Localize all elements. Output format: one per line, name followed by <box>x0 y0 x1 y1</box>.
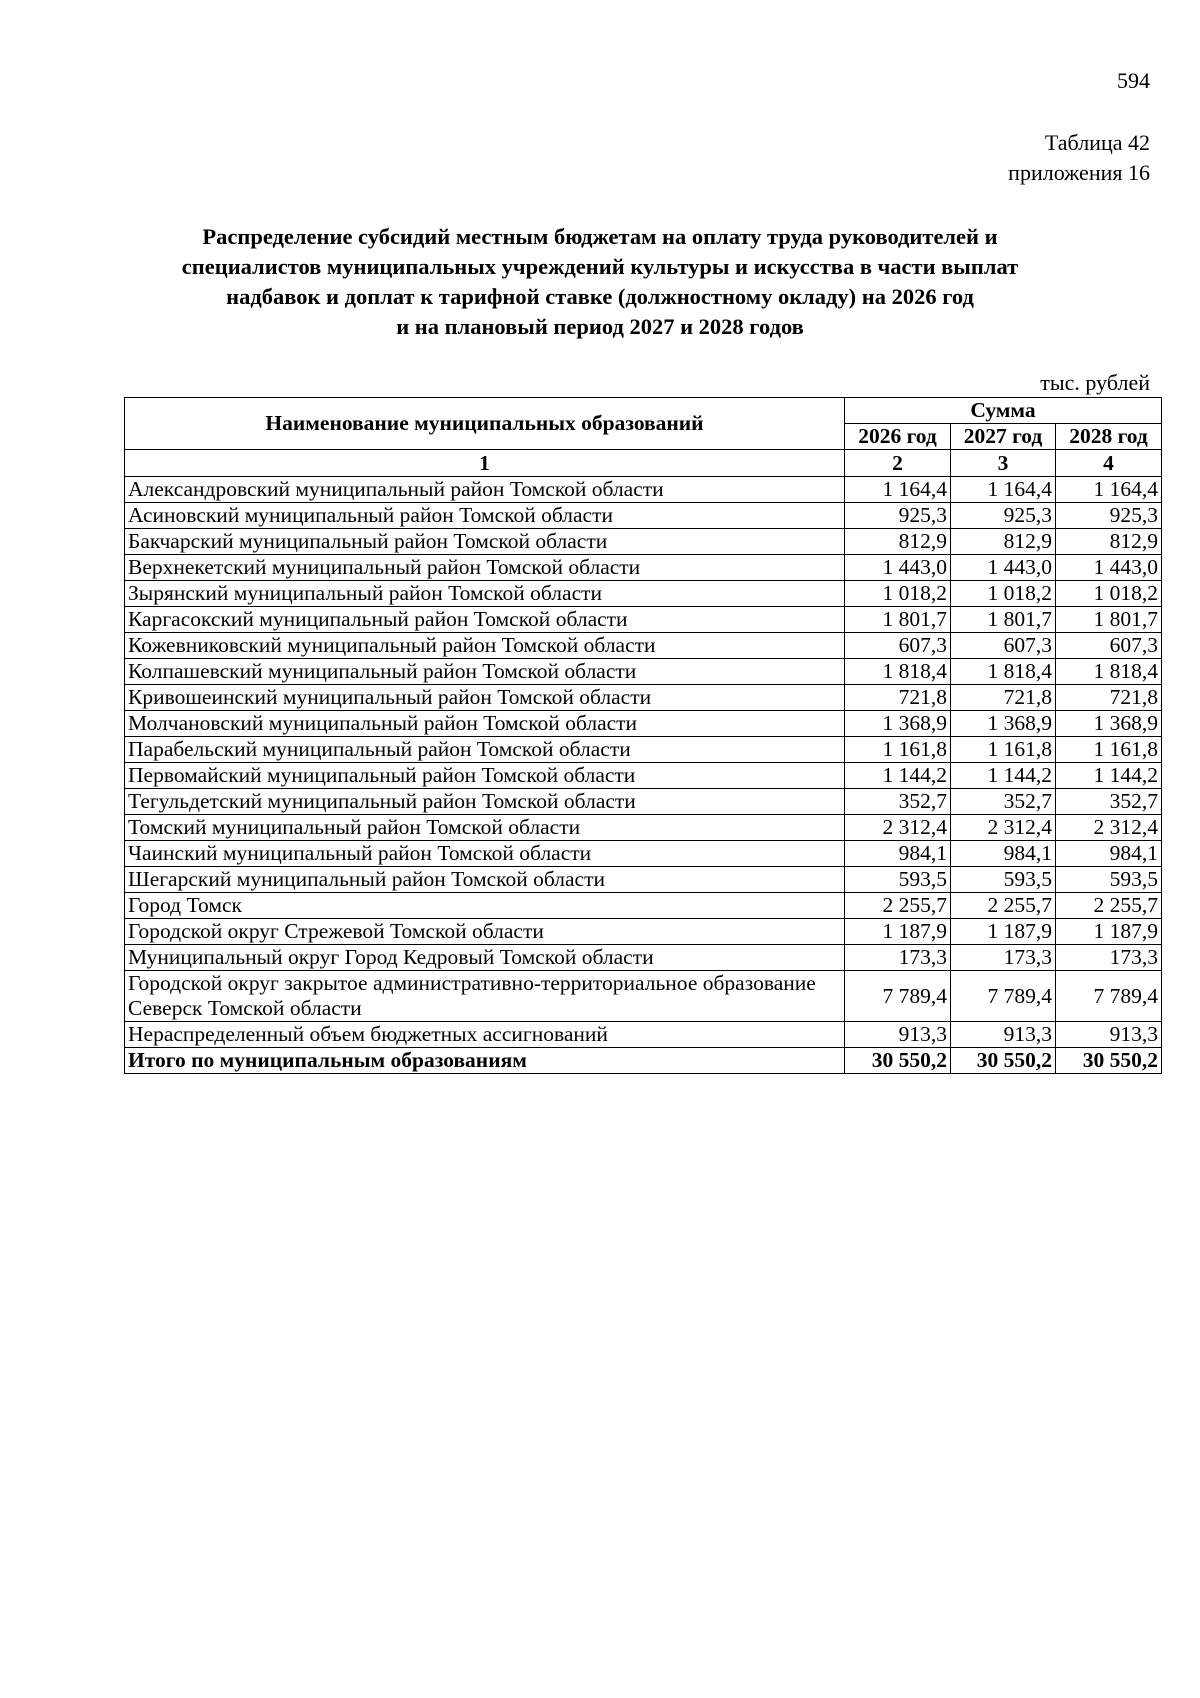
municipality-name: Молчановский муниципальный район Томской области <box>125 711 845 737</box>
municipality-name: Первомайский муниципальный район Томской области <box>125 763 845 789</box>
title-line1: Распределение субсидий местным бюджетам на оплату труда руководителей и <box>202 224 998 249</box>
value-2027: 1 818,4 <box>951 659 1056 685</box>
value-2026: 1 164,4 <box>845 477 951 503</box>
table-row <box>125 867 1162 893</box>
value-2027: 593,5 <box>951 867 1056 893</box>
municipality-name: Кривошеинский муниципальный район Томской области <box>125 685 845 711</box>
value-2028: 913,3 <box>1056 1022 1162 1048</box>
table-row <box>125 945 1162 971</box>
table-row <box>125 893 1162 919</box>
municipality-name: Нераспределенный объем бюджетных ассигнований <box>125 1022 845 1048</box>
value-2027: 984,1 <box>951 841 1056 867</box>
table-row <box>125 841 1162 867</box>
value-2028: 352,7 <box>1056 789 1162 815</box>
document-title <box>100 222 1100 342</box>
value-2026: 352,7 <box>845 789 951 815</box>
value-2027: 1 161,8 <box>951 737 1056 763</box>
table-reference <box>1008 128 1150 188</box>
value-2028: 173,3 <box>1056 945 1162 971</box>
value-2027: 1 164,4 <box>951 477 1056 503</box>
column-number: 1 <box>125 450 845 477</box>
value-2026: 173,3 <box>845 945 951 971</box>
total-label: Итого по муниципальным образованиям <box>125 1048 845 1074</box>
page-number: 594 <box>1117 68 1150 93</box>
value-2027: 7 789,4 <box>951 971 1056 1022</box>
header-sum: Сумма <box>845 398 1162 424</box>
municipality-name: Город Томск <box>125 893 845 919</box>
value-2026: 1 801,7 <box>845 607 951 633</box>
value-2027: 721,8 <box>951 685 1056 711</box>
header-year-2026: 2026 год <box>845 424 951 450</box>
value-2026: 1 187,9 <box>845 919 951 945</box>
value-2028: 1 018,2 <box>1056 581 1162 607</box>
value-2026: 7 789,4 <box>845 971 951 1022</box>
value-2027: 1 368,9 <box>951 711 1056 737</box>
total-2027: 30 550,2 <box>951 1048 1056 1074</box>
table-row <box>125 685 1162 711</box>
value-2026: 1 144,2 <box>845 763 951 789</box>
value-2026: 812,9 <box>845 529 951 555</box>
units-label: тыс. рублей <box>1040 370 1150 395</box>
value-2027: 352,7 <box>951 789 1056 815</box>
table-row <box>125 477 1162 503</box>
value-2027: 1 801,7 <box>951 607 1056 633</box>
value-2027: 925,3 <box>951 503 1056 529</box>
title-line2: специалистов муниципальных учреждений культуры и искусства в части выплат <box>181 254 1019 279</box>
table-row <box>125 659 1162 685</box>
municipality-name: Асиновский муниципальный район Томской области <box>125 503 845 529</box>
table-row <box>125 971 1162 1022</box>
value-2028: 984,1 <box>1056 841 1162 867</box>
value-2026: 1 161,8 <box>845 737 951 763</box>
table-row <box>125 607 1162 633</box>
municipality-name: Городской округ Стрежевой Томской области <box>125 919 845 945</box>
column-number-row <box>125 450 1162 477</box>
municipality-name: Тегульдетский муниципальный район Томской области <box>125 789 845 815</box>
value-2027: 173,3 <box>951 945 1056 971</box>
value-2027: 2 312,4 <box>951 815 1056 841</box>
total-2028: 30 550,2 <box>1056 1048 1162 1074</box>
value-2028: 1 801,7 <box>1056 607 1162 633</box>
value-2028: 1 161,8 <box>1056 737 1162 763</box>
value-2026: 984,1 <box>845 841 951 867</box>
column-number: 4 <box>1056 450 1162 477</box>
table-row <box>125 763 1162 789</box>
value-2028: 607,3 <box>1056 633 1162 659</box>
value-2027: 1 187,9 <box>951 919 1056 945</box>
value-2026: 1 818,4 <box>845 659 951 685</box>
table-row <box>125 815 1162 841</box>
value-2028: 1 368,9 <box>1056 711 1162 737</box>
value-2026: 593,5 <box>845 867 951 893</box>
municipality-name: Городской округ закрытое административно-территориальное образование Северск Томской области <box>125 971 845 1022</box>
municipality-name: Зырянский муниципальный район Томской области <box>125 581 845 607</box>
value-2026: 913,3 <box>845 1022 951 1048</box>
municipality-name: Кожевниковский муниципальный район Томской области <box>125 633 845 659</box>
value-2026: 607,3 <box>845 633 951 659</box>
value-2028: 1 818,4 <box>1056 659 1162 685</box>
value-2026: 721,8 <box>845 685 951 711</box>
value-2027: 1 018,2 <box>951 581 1056 607</box>
value-2028: 2 255,7 <box>1056 893 1162 919</box>
total-2026: 30 550,2 <box>845 1048 951 1074</box>
value-2028: 721,8 <box>1056 685 1162 711</box>
table-row <box>125 919 1162 945</box>
header-year-2027: 2027 год <box>951 424 1056 450</box>
municipality-name: Верхнекетский муниципальный район Томской области <box>125 555 845 581</box>
table-row <box>125 1022 1162 1048</box>
header-municipality-name: Наименование муниципальных образований <box>125 398 845 450</box>
value-2027: 1 443,0 <box>951 555 1056 581</box>
value-2027: 812,9 <box>951 529 1056 555</box>
value-2026: 1 018,2 <box>845 581 951 607</box>
value-2026: 2 312,4 <box>845 815 951 841</box>
value-2028: 1 144,2 <box>1056 763 1162 789</box>
table-row <box>125 581 1162 607</box>
municipality-name: Чаинский муниципальный район Томской области <box>125 841 845 867</box>
municipality-name: Колпашевский муниципальный район Томской области <box>125 659 845 685</box>
table-row <box>125 633 1162 659</box>
table-reference-line2: приложения 16 <box>1008 160 1150 185</box>
table-row <box>125 503 1162 529</box>
municipality-name: Томский муниципальный район Томской области <box>125 815 845 841</box>
table-row <box>125 711 1162 737</box>
table-row <box>125 555 1162 581</box>
value-2028: 7 789,4 <box>1056 971 1162 1022</box>
municipality-name: Муниципальный округ Город Кедровый Томской области <box>125 945 845 971</box>
value-2027: 913,3 <box>951 1022 1056 1048</box>
municipality-name: Каргасокский муниципальный район Томской области <box>125 607 845 633</box>
column-number: 3 <box>951 450 1056 477</box>
value-2028: 1 164,4 <box>1056 477 1162 503</box>
subsidy-table <box>124 397 1162 1074</box>
value-2026: 1 443,0 <box>845 555 951 581</box>
municipality-name: Александровский муниципальный район Томской области <box>125 477 845 503</box>
value-2027: 607,3 <box>951 633 1056 659</box>
value-2026: 925,3 <box>845 503 951 529</box>
header-row-top <box>125 398 1162 424</box>
table-body <box>125 477 1162 1048</box>
value-2028: 2 312,4 <box>1056 815 1162 841</box>
table-row <box>125 789 1162 815</box>
value-2028: 1 443,0 <box>1056 555 1162 581</box>
column-number: 2 <box>845 450 951 477</box>
title-line3: надбавок и доплат к тарифной ставке (должностному окладу) на 2026 год <box>226 284 974 309</box>
municipality-name: Парабельский муниципальный район Томской области <box>125 737 845 763</box>
header-year-2028: 2028 год <box>1056 424 1162 450</box>
table-reference-line1: Таблица 42 <box>1044 130 1150 155</box>
value-2028: 593,5 <box>1056 867 1162 893</box>
value-2028: 925,3 <box>1056 503 1162 529</box>
municipality-name: Шегарский муниципальный район Томской области <box>125 867 845 893</box>
value-2026: 1 368,9 <box>845 711 951 737</box>
total-row <box>125 1048 1162 1074</box>
value-2027: 2 255,7 <box>951 893 1056 919</box>
table-row <box>125 737 1162 763</box>
value-2028: 1 187,9 <box>1056 919 1162 945</box>
value-2028: 812,9 <box>1056 529 1162 555</box>
value-2027: 1 144,2 <box>951 763 1056 789</box>
value-2026: 2 255,7 <box>845 893 951 919</box>
municipality-name: Бакчарский муниципальный район Томской области <box>125 529 845 555</box>
title-line4: и на плановый период 2027 и 2028 годов <box>396 314 804 339</box>
table-row <box>125 529 1162 555</box>
